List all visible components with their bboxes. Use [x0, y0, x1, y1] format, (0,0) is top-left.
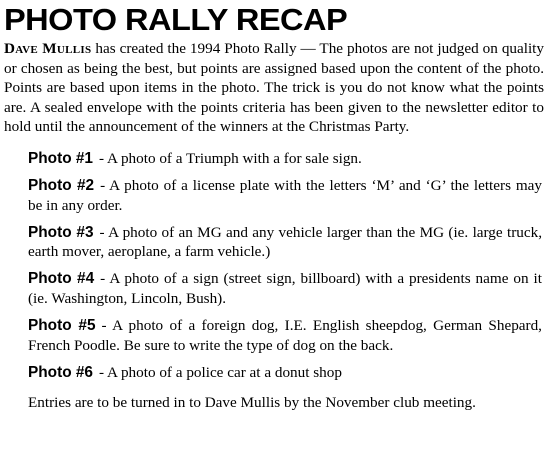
- author-name: Dave Mullis: [4, 40, 92, 57]
- photo-item-4: [28, 269, 544, 308]
- photo-item-1: [28, 149, 544, 169]
- photo-item-label: Photo #1: [28, 149, 93, 167]
- article-title: PHOTO RALLY RECAP: [4, 2, 348, 37]
- photo-item-text: - A photo of an MG and any vehicle larger than the MG (ie. large truck, earth mover, aeroplane, a farm vehicle.): [28, 223, 542, 261]
- intro-text: has created the 1994 Photo Rally — The photos are not judged on quality or chosen as being the best, but points are assigned based upon the content of the photo. Points are based upon items in the photo. The trick is you do not know what the points are. A sealed envelope with the points criteria has been given to the newsletter editor to hold until the announcement of the winners at the Christmas Party.: [4, 40, 544, 136]
- photo-item-6: [28, 363, 544, 383]
- photo-item-text: - A photo of a foreign dog, I.E. English sheepdog, German Shepard, French Poodle. Be sure to write the type of dog on the back.: [28, 317, 542, 354]
- photo-item-3: [28, 223, 544, 262]
- photo-item-label: Photo #2: [28, 177, 95, 195]
- photo-item-label: Photo #3: [28, 223, 94, 241]
- photo-item-label: Photo #4: [28, 270, 95, 288]
- intro-paragraph: [4, 39, 544, 137]
- photo-item-5: [28, 316, 544, 355]
- photo-list: [28, 149, 544, 382]
- photo-item-text: - A photo of a Triumph with a for sale sign.: [99, 149, 362, 167]
- photo-item-2: [28, 176, 544, 215]
- photo-item-text: - A photo of a license plate with the letters ‘M’ and ‘G’ the letters may be in any order.: [28, 177, 542, 214]
- photo-item-text: - A photo of a sign (street sign, billboard) with a presidents name on it (ie. Washington, Lincoln, Bush).: [28, 270, 542, 308]
- closing-note: Entries are to be turned in to Dave Mullis by the November club meeting.: [28, 394, 476, 412]
- photo-item-text: - A photo of a police car at a donut shop: [99, 363, 342, 381]
- photo-item-label: Photo #6: [28, 363, 93, 381]
- photo-item-label: Photo #5: [28, 317, 96, 335]
